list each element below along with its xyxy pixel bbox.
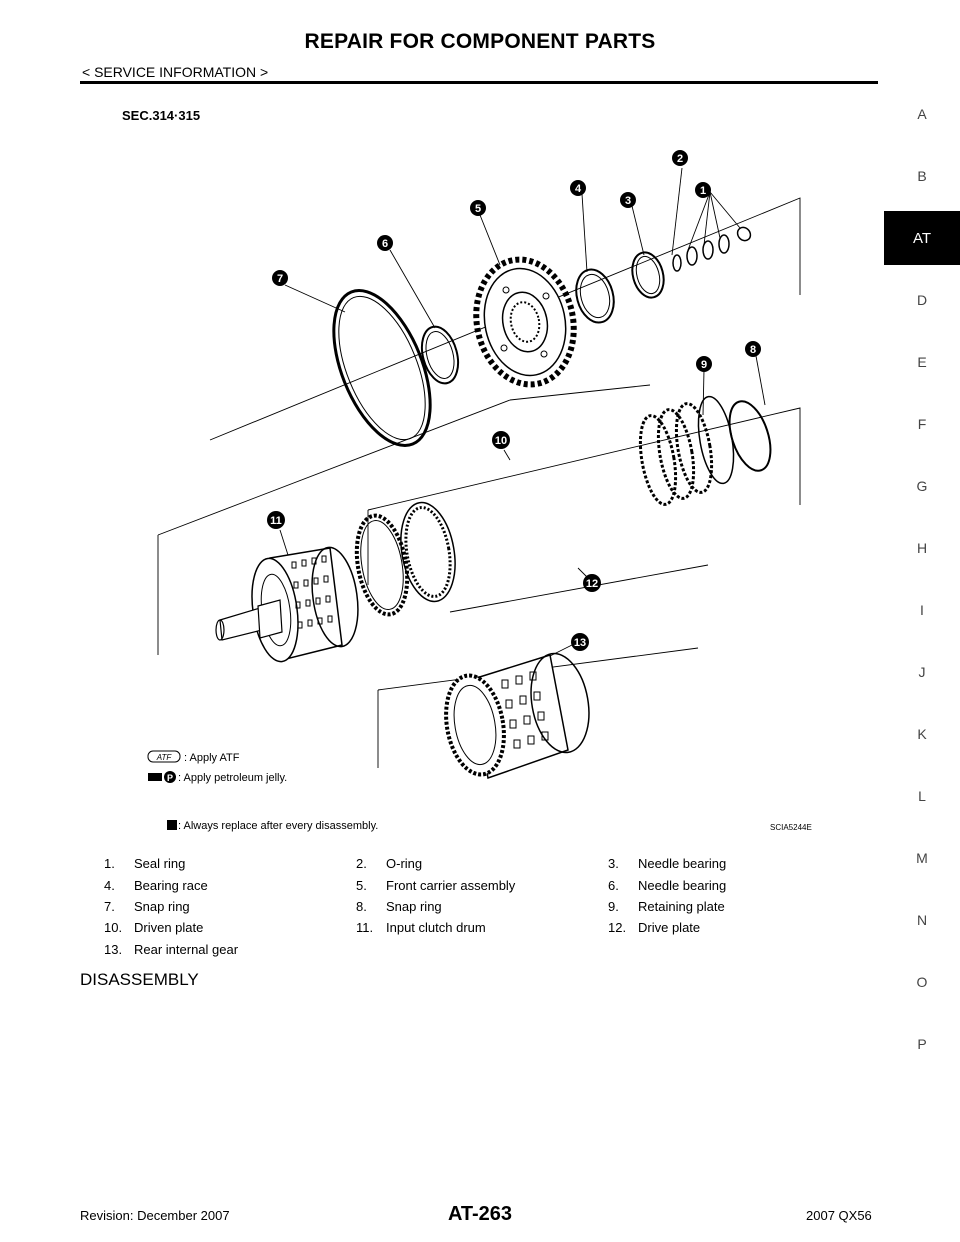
side-index-tab-m[interactable]: M xyxy=(916,850,928,866)
part-name: Input clutch drum xyxy=(386,920,486,936)
svg-text:5: 5 xyxy=(474,203,482,215)
part-number: 2. xyxy=(356,856,367,872)
section-heading: DISASSEMBLY xyxy=(80,970,199,989)
parts-list-table xyxy=(104,853,824,960)
svg-text:10: 10 xyxy=(494,435,508,447)
part-name: Driven plate xyxy=(134,920,204,936)
svg-text:3: 3 xyxy=(624,195,632,207)
callout-6 xyxy=(377,235,393,251)
callout-9 xyxy=(696,356,712,372)
callout-5 xyxy=(470,200,486,216)
part-cell xyxy=(104,939,356,960)
header-rule xyxy=(80,81,878,84)
callout-12 xyxy=(583,574,601,592)
leader-lines xyxy=(280,168,765,656)
footer-model: 2007 QX56 xyxy=(806,1208,872,1223)
side-index-tab-k[interactable]: K xyxy=(917,726,927,742)
part-number: 1. xyxy=(104,856,115,872)
callout-11 xyxy=(267,511,285,529)
page-subtitle: < SERVICE INFORMATION > xyxy=(82,64,269,80)
part-number: 4. xyxy=(104,877,115,893)
part-number: 3. xyxy=(608,856,619,872)
side-index-tab-n[interactable]: N xyxy=(916,912,928,928)
part-name: Rear internal gear xyxy=(134,941,239,957)
part-cell xyxy=(104,874,356,895)
jelly-symbol: P xyxy=(166,773,174,783)
callout-7 xyxy=(272,270,288,286)
part-number: 7. xyxy=(104,898,115,914)
part-number: 5. xyxy=(356,877,367,893)
part-4-bearing-race xyxy=(571,265,620,326)
exploded-view-figure xyxy=(120,100,820,840)
part-7-snap-ring xyxy=(314,277,450,459)
exploded-view-svg xyxy=(120,100,820,840)
svg-text:13: 13 xyxy=(573,637,587,649)
part-8-snap-ring xyxy=(722,396,778,476)
side-index-active-label: AT xyxy=(912,229,932,247)
part-name: Snap ring xyxy=(134,898,190,914)
svg-text:6: 6 xyxy=(381,238,389,250)
part-cell xyxy=(104,853,356,874)
side-index-tab-l[interactable]: L xyxy=(918,788,926,804)
part-9-retaining-plate xyxy=(634,394,739,507)
part-3-needle-bearing xyxy=(628,249,669,301)
side-index-tab-h[interactable]: H xyxy=(916,540,928,556)
side-index-tab-p[interactable]: P xyxy=(917,1036,927,1052)
part-6-needle-bearing xyxy=(416,323,464,388)
part-number: 10. xyxy=(104,920,123,936)
part-name: Seal ring xyxy=(134,856,186,872)
svg-text:7: 7 xyxy=(276,273,284,285)
part-cell xyxy=(356,874,608,895)
part-name: Front carrier assembly xyxy=(386,877,516,893)
part-name: Retaining plate xyxy=(638,898,725,914)
part-cell xyxy=(356,939,608,960)
part-11-input-clutch-drum xyxy=(216,544,364,664)
part-name: Snap ring xyxy=(386,898,442,914)
side-index-tab-e[interactable]: E xyxy=(917,354,927,370)
part-cell xyxy=(104,917,356,938)
side-index-tab-d[interactable]: D xyxy=(916,292,928,308)
svg-text:8: 8 xyxy=(749,344,757,356)
side-index-tab-f[interactable]: F xyxy=(917,416,927,432)
table-row xyxy=(104,917,824,938)
table-row xyxy=(104,939,824,960)
table-row xyxy=(104,853,824,874)
part-cell xyxy=(356,896,608,917)
footer-revision: Revision: December 2007 xyxy=(80,1208,230,1223)
part-name: O-ring xyxy=(386,856,423,872)
figure-code: SCIA5244E xyxy=(770,823,812,832)
side-index-tab-j[interactable]: J xyxy=(918,664,926,680)
part-13-rear-internal-gear xyxy=(439,649,597,779)
part-number: 11. xyxy=(356,920,374,936)
section-label: SEC.314·315 xyxy=(122,108,201,123)
part-10-12-plates xyxy=(350,498,463,618)
callout-4 xyxy=(570,180,586,196)
replace-icon xyxy=(167,820,177,830)
legend-replace-text: : Always replace after every disassembly. xyxy=(178,820,379,832)
legend-atf-text: : Apply ATF xyxy=(184,752,240,764)
legend-jelly-text: : Apply petroleum jelly. xyxy=(178,772,288,784)
part-number: 9. xyxy=(608,898,619,914)
svg-text:2: 2 xyxy=(676,153,684,165)
part-name: Needle bearing xyxy=(638,856,727,872)
callout-13 xyxy=(571,633,589,651)
callout-10 xyxy=(492,431,510,449)
part-cell xyxy=(356,917,608,938)
part-cell xyxy=(104,896,356,917)
callout-8 xyxy=(745,341,761,357)
side-index-tab-g[interactable]: G xyxy=(916,478,928,494)
part-cell xyxy=(608,853,824,874)
atf-symbol: ATF xyxy=(156,753,172,762)
page-title: REPAIR FOR COMPONENT PARTS xyxy=(304,30,656,53)
part-cell xyxy=(608,874,824,895)
svg-text:12: 12 xyxy=(585,578,599,590)
part-cell xyxy=(608,896,824,917)
callout-3 xyxy=(620,192,636,208)
svg-text:9: 9 xyxy=(700,359,708,371)
side-index-tab-a[interactable]: A xyxy=(917,106,927,122)
part-number: 8. xyxy=(356,898,367,914)
part-5-front-carrier xyxy=(465,250,585,393)
footer-page-number: AT-263 xyxy=(447,1203,513,1225)
side-index-tab-b[interactable]: B xyxy=(917,168,927,184)
side-index-tab-i[interactable]: I xyxy=(920,602,924,618)
part-1-2-seal-rings xyxy=(673,225,753,271)
callout-2 xyxy=(672,150,688,166)
table-row xyxy=(104,896,824,917)
part-number: 6. xyxy=(608,877,619,893)
svg-text:1: 1 xyxy=(699,185,707,197)
part-name: Needle bearing xyxy=(638,877,727,893)
side-index-tab-o[interactable]: O xyxy=(916,974,928,990)
svg-text:11: 11 xyxy=(270,515,282,527)
table-row xyxy=(104,874,824,895)
part-number: 12. xyxy=(608,920,627,936)
callout-1 xyxy=(695,182,711,198)
part-name: Drive plate xyxy=(638,920,701,936)
part-name: Bearing race xyxy=(134,877,208,893)
part-cell xyxy=(608,939,824,960)
svg-text:4: 4 xyxy=(574,183,582,195)
part-number: 13. xyxy=(104,941,123,957)
part-cell xyxy=(608,917,824,938)
side-index-tab-active[interactable] xyxy=(884,211,960,265)
part-cell xyxy=(356,853,608,874)
